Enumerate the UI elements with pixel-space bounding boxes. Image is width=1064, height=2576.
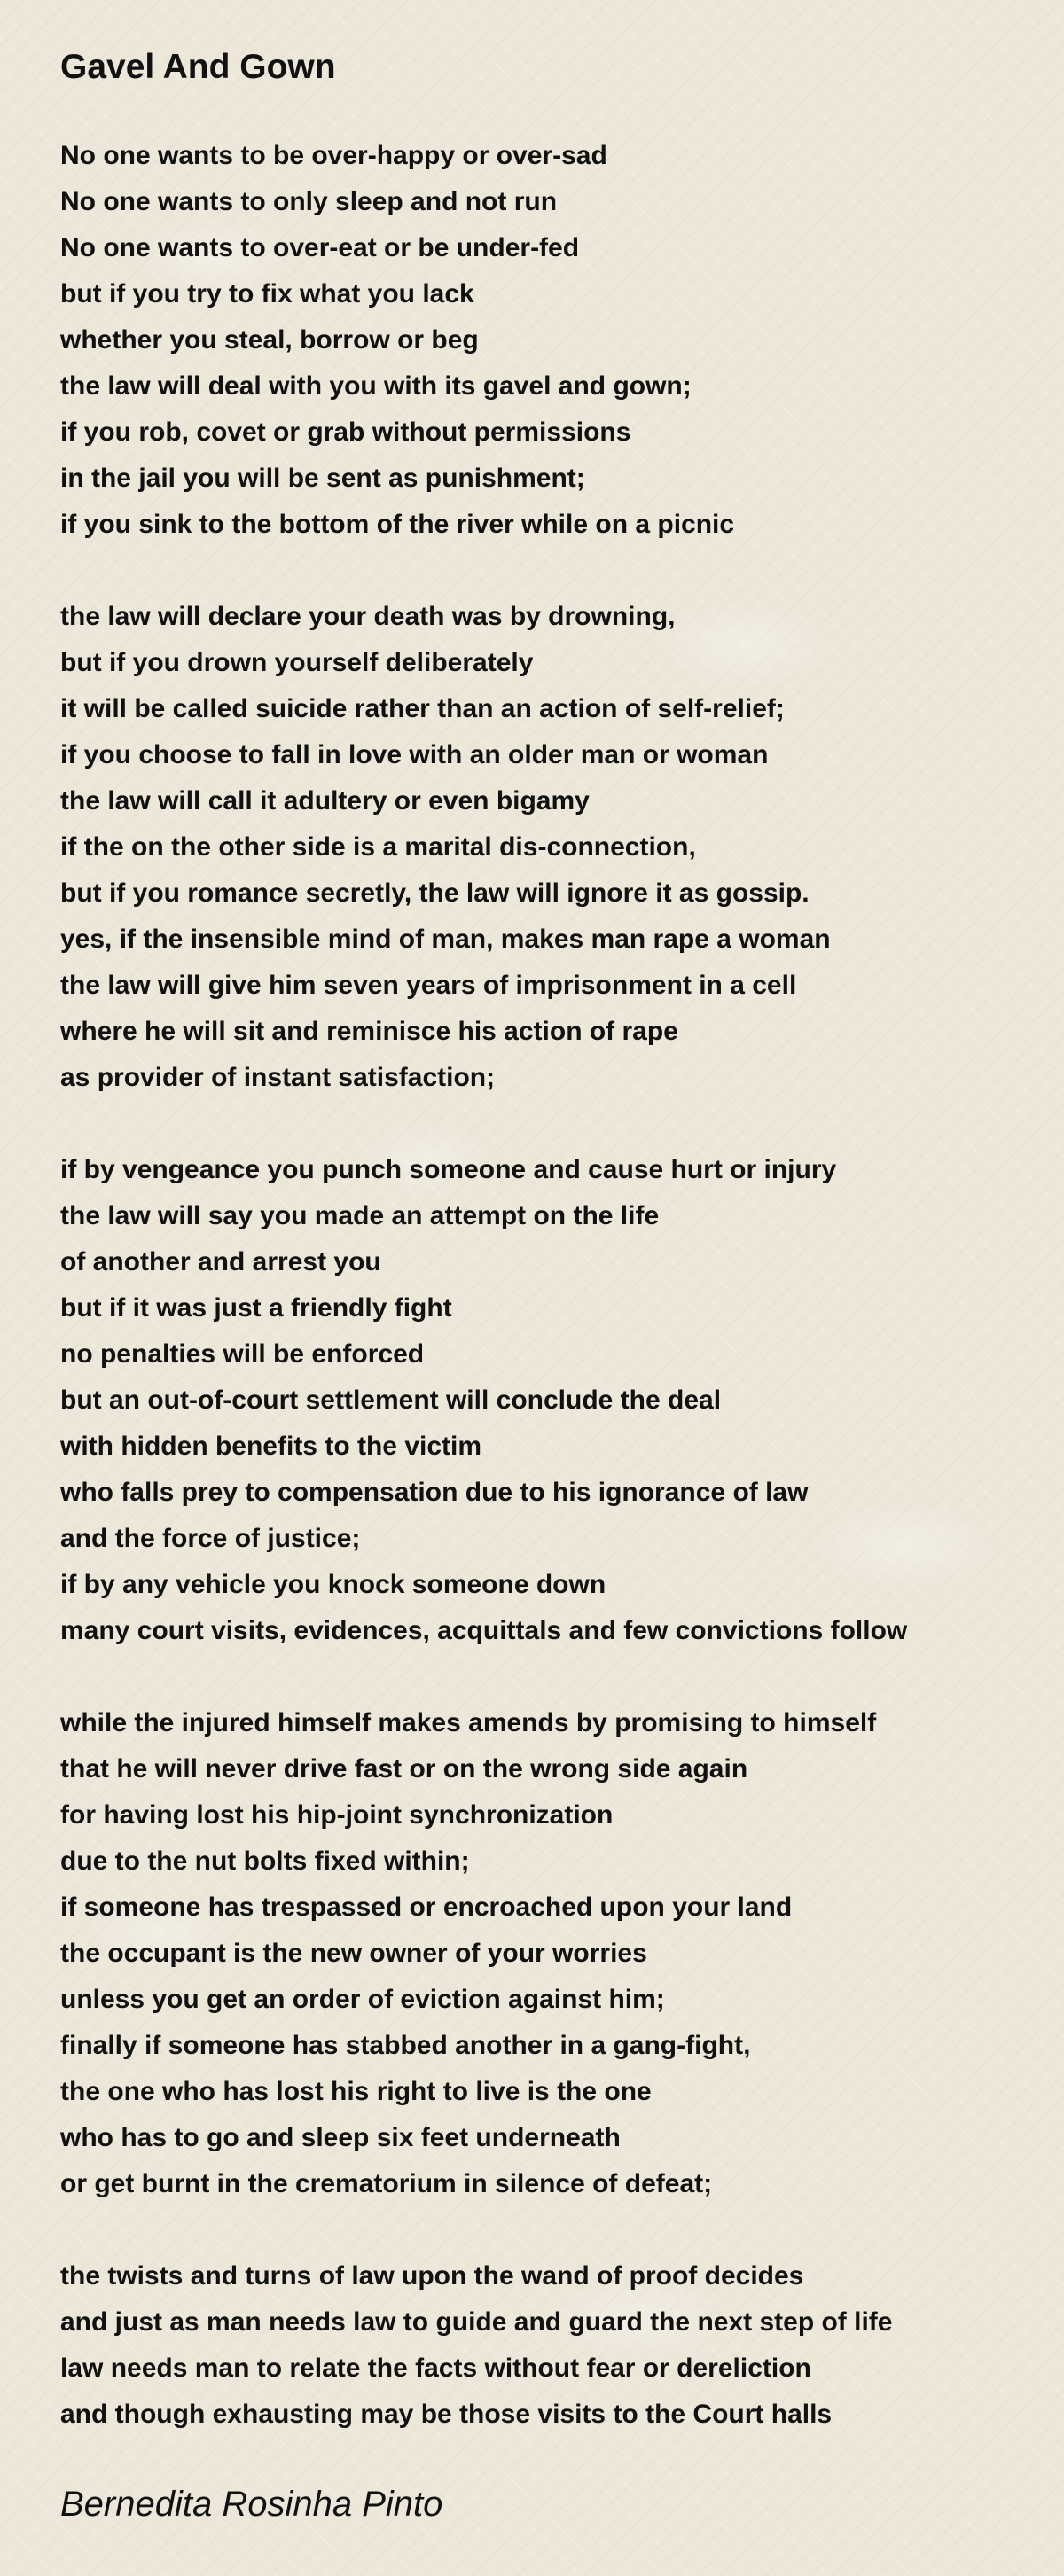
poem-stanza [60,1700,1036,2207]
poem-line: if you sink to the bottom of the river while on a picnic [60,510,735,539]
poem-line: No one wants to only sleep and not run [60,187,558,216]
poem-line: if by vengeance you punch someone and cause hurt or injury [60,1155,837,1184]
poem-line: if you choose to fall in love with an older man or woman [60,740,769,769]
poem-line: where he will sit and reminisce his action of rape [60,1017,678,1046]
poem-stanza [60,1147,1036,1654]
poem-line: who has to go and sleep six feet underneath [60,2123,621,2152]
poem-line: the law will give him seven years of imprisonment in a cell [60,971,797,1000]
poem-line: No one wants to over-eat or be under-fed [60,233,580,262]
poem-line: or get burnt in the crematorium in silence of defeat; [60,2169,713,2198]
poem-line: unless you get an order of eviction against him; [60,1985,665,2014]
poem-line: yes, if the insensible mind of man, makes man rape a woman [60,925,831,954]
poem-line: No one wants to be over-happy or over-sad [60,141,607,170]
poem-line: the law will deal with you with its gavel and gown; [60,371,692,401]
poem-line: if by any vehicle you knock someone down [60,1570,606,1599]
poem-line: but if you try to fix what you lack [60,279,474,308]
poem-line: but if it was just a friendly fight [60,1293,452,1323]
poem-author: Bernedita Rosinha Pinto [60,2485,443,2524]
poem-line: the occupant is the new owner of your worries [60,1939,647,1968]
poem-line: that he will never drive fast or on the wrong side again [60,1754,748,1784]
poem-line: and just as man needs law to guide and guard the next step of life [60,2307,893,2337]
poem-line: while the injured himself makes amends by promising to himself [60,1708,877,1737]
poem-line: due to the nut bolts fixed within; [60,1846,470,1876]
poem-line: and though exhausting may be those visits to the Court halls [60,2400,833,2429]
poem-line: if someone has trespassed or encroached upon your land [60,1893,793,1922]
poem-line: but if you drown yourself deliberately [60,648,534,677]
poem-stanza [60,594,1036,1101]
poem-stanza [60,2253,1036,2438]
poem-line: but an out-of-court settlement will conclude the deal [60,1386,722,1415]
poem-line: the law will call it adultery or even bigamy [60,786,590,816]
poem-body [60,133,1036,2484]
poem-line: whether you steal, borrow or beg [60,325,479,355]
poem-line: for having lost his hip-joint synchronization [60,1800,614,1830]
poem-line: if you rob, covet or grab without permissions [60,418,631,447]
poem-line: it will be called suicide rather than an action of self-relief; [60,694,785,723]
poem-line: the law will say you made an attempt on the life [60,1201,660,1230]
poem-title: Gavel And Gown [60,48,336,86]
poem-line: finally if someone has stabbed another in a gang-fight, [60,2031,751,2060]
poem-line: the law will declare your death was by drowning, [60,602,676,631]
poem-line: law needs man to relate the facts without fear or dereliction [60,2354,811,2383]
poem-line: but if you romance secretly, the law will ignore it as gossip. [60,878,810,908]
poem-line: and the force of justice; [60,1524,361,1553]
poem-line: if the on the other side is a marital dis-connection, [60,832,696,862]
poem-stanza [60,133,1036,548]
poem-line: of another and arrest you [60,1247,381,1276]
poem-line: no penalties will be enforced [60,1339,425,1369]
poem-line: with hidden benefits to the victim [60,1432,482,1461]
poem-line: the one who has lost his right to live is the one [60,2077,652,2106]
poem-line: who falls prey to compensation due to his ignorance of law [60,1478,809,1507]
poem-line: in the jail you will be sent as punishment; [60,464,585,493]
poem-line: many court visits, evidences, acquittals and few convictions follow [60,1616,908,1645]
poem-line: the twists and turns of law upon the wand of proof decides [60,2261,804,2291]
poem-line: as provider of instant satisfaction; [60,1063,496,1092]
